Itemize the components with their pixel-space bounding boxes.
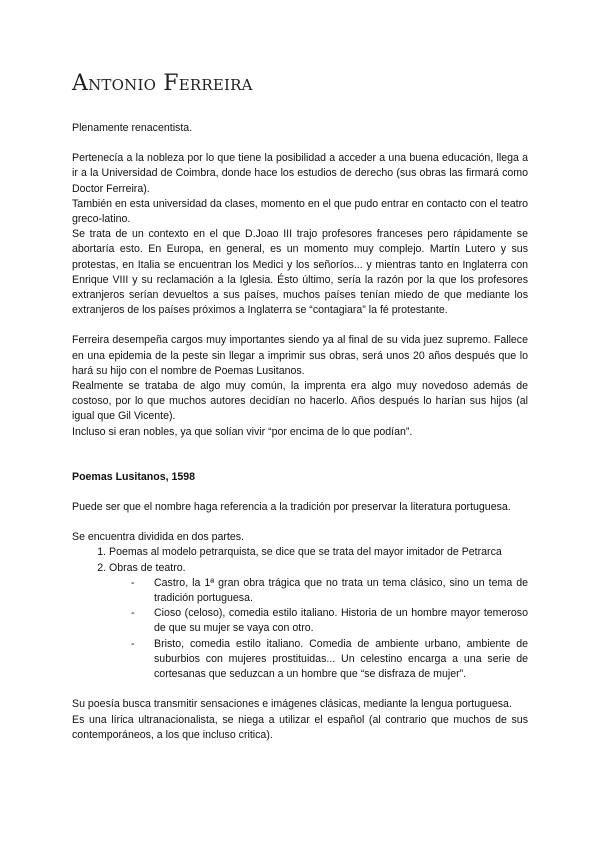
section-heading: Poemas Lusitanos, 1598 bbox=[72, 470, 196, 483]
career-paragraph-printing: Realmente se trataba de algo muy común, la imprenta era algo muy novedoso además de costoso, por lo que muchos autores decidían no hacerlo. Años después lo harían sus hijos (al igual que Gil Vicente). bbox=[72, 380, 528, 423]
play-item-castro: - Castro, la 1ª gran obra trágica que no trata un tema clásico, sino un tema de tradición portuguesa. bbox=[131, 576, 528, 606]
career-paragraph-death: Ferreira desempeña cargos muy importantes siendo ya al final de su vida juez supremo. Fallece en una epidemia de la peste sin llegar a imprimir sus obras, será unos 20 años después que lo hará su hijo con el nombre de Poemas Lusitanos. bbox=[72, 334, 528, 377]
intro-paragraph: Plenamente renacentista. bbox=[72, 122, 193, 134]
name-note-paragraph: Puede ser que el nombre haga referencia a la tradición por preservar la literatura portuguesa. bbox=[72, 501, 511, 514]
list-item-theatre-label: Obras de teatro. bbox=[109, 561, 186, 574]
poetry-paragraph: Su poesía busca transmitir sensaciones e imágenes clásicas, mediante la lengua portuguesa. bbox=[72, 698, 512, 711]
list-item-poems: 1. Poemas al modelo petrarquista, se dice que se trata del mayor imitador de Petrarca bbox=[109, 545, 528, 560]
plays-list bbox=[109, 576, 528, 682]
division-intro: Se encuentra dividida en dos partes. bbox=[72, 531, 244, 544]
lyric-paragraph: Es una lírica ultranacionalista, se niega a utilizar el español (al contrario que muchos de sus contemporáneos, a los que incluso critica). bbox=[72, 713, 528, 741]
list-item-theatre bbox=[109, 561, 528, 683]
bio-paragraph-teaching: También en esta universidad da clases, momento en el que pudo entrar en contacto con el teatro greco-latino. bbox=[72, 197, 528, 226]
document-body bbox=[72, 121, 528, 743]
play-item-cioso: - Cioso (celoso), comedia estilo italiano. Historia de un hombre mayor temeroso de que su mujer se vaya con otro. bbox=[131, 606, 528, 636]
career-paragraph-nobles: Incluso si eran nobles, ya que solían vivir “por encima de lo que podían”. bbox=[72, 425, 413, 438]
parts-list bbox=[72, 545, 528, 682]
play-item-bristo: - Bristo, comedia estilo italiano. Comedia de ambiente urbano, ambiente de suburbios con mujeres prostituidas... Un celestino encarga a una serie de cortesanas que seduzcan a un hombre que “se disfraza de mujer”. bbox=[131, 637, 528, 683]
page-title: Antonio Ferreira bbox=[72, 71, 253, 96]
bio-paragraph-context: Se trata de un contexto en el que D.Joao III trajo profesores franceses pero rápidamente se abortaría esto. En Europa, en general, es un momento muy complejo. Martín Lutero y sus protestas, en Italia se encuentran los Medici y los señoríos... y mientras tanto en Inglaterra con Enrique VIII y su reclamación a la Iglesia. Ésto último, sería la razón por la que los profesores extranjeros serían devueltos a sus países, muchos países tenían miedo de que mediante los extranjeros de los países próximos a Inglaterra se “contagiara” la fé protestante. bbox=[72, 228, 528, 317]
bio-paragraph-education: Pertenecía a la nobleza por lo que tiene la posibilidad a acceder a una buena educación, llega a ir a la Universidad de Coimbra, donde hace los estudios de derecho (sus obras las firmará como Doctor Ferreira). bbox=[72, 152, 528, 195]
